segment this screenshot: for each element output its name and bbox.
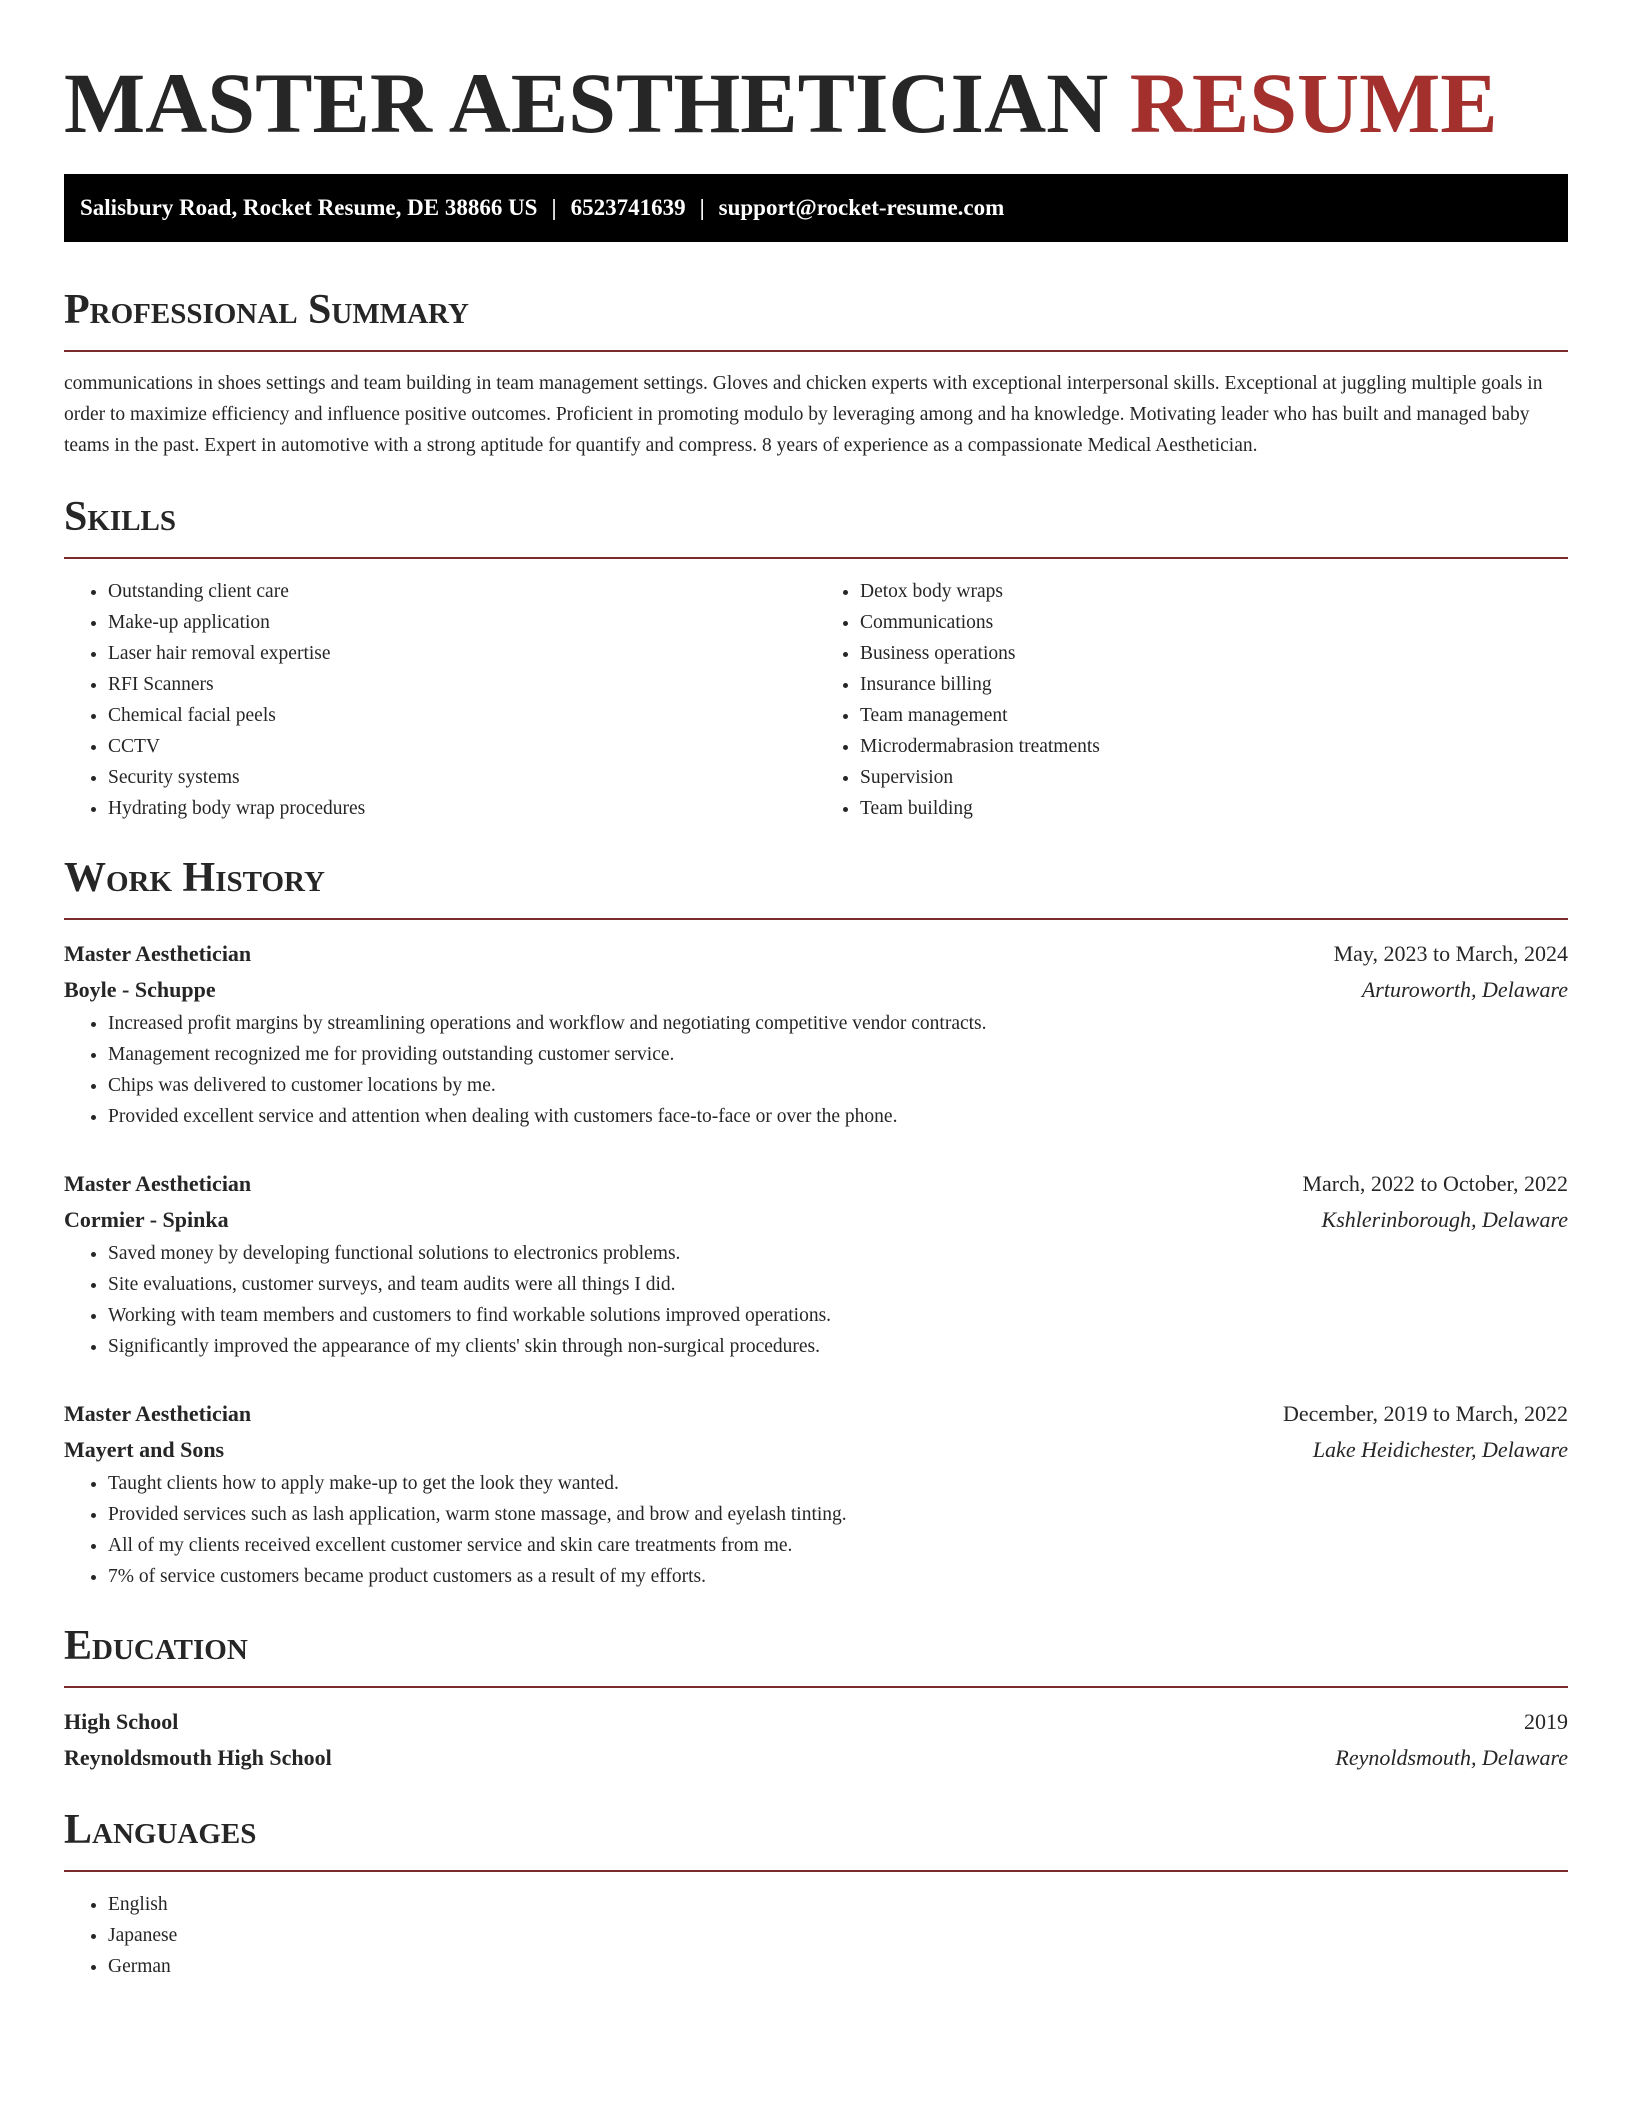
work-section [64, 852, 1568, 1592]
job-bullets [64, 1468, 1568, 1592]
job-company-row [64, 1432, 1568, 1468]
job-company-row [64, 972, 1568, 1008]
skill-item: • Make-up application [108, 607, 816, 638]
job-bullet: • Taught clients how to apply make-up to get the look they wanted. [108, 1468, 1568, 1499]
skill-item: • Team management [860, 700, 1568, 731]
skill-item: • RFI Scanners [108, 669, 816, 700]
job-bullet: • Management recognized me for providing outstanding customer service. [108, 1039, 1568, 1070]
skills-grid [64, 576, 1568, 824]
job-bullet: • 7% of service customers became product customers as a result of my efforts. [108, 1561, 1568, 1592]
contact-separator: | [699, 195, 705, 220]
language-item: • German [108, 1951, 1568, 1982]
education-school: Reynoldsmouth High School [64, 1745, 332, 1770]
skills-right-list [816, 576, 1568, 824]
skill-item: • Detox body wraps [860, 576, 1568, 607]
job-bullets [64, 1238, 1568, 1362]
section-divider [64, 918, 1568, 920]
job-location: Arturoworth, Delaware [1361, 977, 1568, 1002]
education-school-row [64, 1740, 1568, 1776]
job-company: Boyle - Schuppe [64, 977, 216, 1002]
skill-item: • Team building [860, 793, 1568, 824]
job-bullets [64, 1008, 1568, 1132]
job-dates: May, 2023 to March, 2024 [1333, 941, 1568, 966]
job-title: Master Aesthetician [64, 941, 252, 966]
section-heading-education: Education [64, 1623, 248, 1669]
skill-item: • Hydrating body wrap procedures [108, 793, 816, 824]
job-title: Master Aesthetician [64, 1401, 252, 1426]
contact-email[interactable]: support@rocket-resume.com [718, 195, 1005, 220]
section-divider [64, 350, 1568, 352]
contact-bar [64, 174, 1568, 242]
section-heading-skills: Skills [64, 494, 177, 540]
section-heading-work: Work History [64, 855, 325, 901]
skill-item: • Communications [860, 607, 1568, 638]
language-item: • English [108, 1889, 1568, 1920]
languages-section [64, 1804, 1568, 1982]
contact-address: Salisbury Road, Rocket Resume, DE 38866 US [80, 195, 538, 220]
education-degree: High School [64, 1709, 179, 1734]
skill-item: • Laser hair removal expertise [108, 638, 816, 669]
job-entry [64, 1166, 1568, 1362]
job-bullet: • Working with team members and customers to find workable solutions improved operations. [108, 1300, 1568, 1331]
skills-section [64, 491, 1568, 824]
education-section [64, 1620, 1568, 1776]
job-location: Lake Heidichester, Delaware [1312, 1437, 1568, 1462]
contact-phone[interactable]: 6523741639 [570, 195, 686, 220]
languages-list [64, 1889, 1568, 1982]
language-item: • Japanese [108, 1920, 1568, 1951]
job-dates: March, 2022 to October, 2022 [1302, 1171, 1568, 1196]
job-company-row [64, 1202, 1568, 1238]
education-entry [64, 1704, 1568, 1776]
skill-item: • Security systems [108, 762, 816, 793]
job-bullet: • Site evaluations, customer surveys, and team audits were all things I did. [108, 1269, 1568, 1300]
title-accent: RESUME [1129, 55, 1498, 151]
contact-separator: | [551, 195, 557, 220]
job-bullet: • Provided excellent service and attention when dealing with customers face-to-face or over the phone. [108, 1101, 1568, 1132]
job-bullet: • All of my clients received excellent customer service and skin care treatments from me. [108, 1530, 1568, 1561]
summary-section [64, 284, 1568, 461]
education-location: Reynoldsmouth, Delaware [1335, 1745, 1568, 1770]
job-company: Mayert and Sons [64, 1437, 225, 1462]
section-divider [64, 1870, 1568, 1872]
job-location: Kshlerinborough, Delaware [1321, 1207, 1568, 1232]
job-header-row [64, 1166, 1568, 1202]
section-heading-languages: Languages [64, 1807, 257, 1853]
skills-left-list [64, 576, 816, 824]
summary-text: communications in shoes settings and team building in team management settings. Gloves and chicken experts with exceptional interpersonal skills. Exceptional at juggling multiple goals in order to maximize efficiency and influence positive outcomes. Proficient in promoting modulo by leveraging among and ha knowledge. Motivating leader who has built and managed baby teams in the past. Expert in automotive with a strong aptitude for quantify and compress. 8 years of experience as a compassionate Medical Aesthetician. [64, 373, 1543, 456]
job-bullet: • Significantly improved the appearance of my clients' skin through non-surgical procedures. [108, 1331, 1568, 1362]
job-bullet: • Chips was delivered to customer locations by me. [108, 1070, 1568, 1101]
job-dates: December, 2019 to March, 2022 [1282, 1401, 1568, 1426]
job-entry [64, 1396, 1568, 1592]
title-main: MASTER AESTHETICIAN [64, 55, 1109, 151]
section-divider [64, 557, 1568, 559]
job-entry [64, 936, 1568, 1132]
job-company: Cormier - Spinka [64, 1207, 229, 1232]
job-bullet: • Saved money by developing functional solutions to electronics problems. [108, 1238, 1568, 1269]
section-heading-summary: Professional Summary [64, 287, 469, 333]
section-divider [64, 1686, 1568, 1688]
job-bullet: • Provided services such as lash application, warm stone massage, and brow and eyelash tinting. [108, 1499, 1568, 1530]
skill-item: • Insurance billing [860, 669, 1568, 700]
education-row [64, 1704, 1568, 1740]
resume-title [64, 0, 1568, 154]
skill-item: • Supervision [860, 762, 1568, 793]
skill-item: • Chemical facial peels [108, 700, 816, 731]
job-header-row [64, 936, 1568, 972]
education-year: 2019 [1524, 1709, 1568, 1734]
skill-item: • Business operations [860, 638, 1568, 669]
job-title: Master Aesthetician [64, 1171, 252, 1196]
job-header-row [64, 1396, 1568, 1432]
skill-item: • Microdermabrasion treatments [860, 731, 1568, 762]
job-bullet: • Increased profit margins by streamlining operations and workflow and negotiating competitive vendor contracts. [108, 1008, 1568, 1039]
skill-item: • Outstanding client care [108, 576, 816, 607]
skill-item: • CCTV [108, 731, 816, 762]
